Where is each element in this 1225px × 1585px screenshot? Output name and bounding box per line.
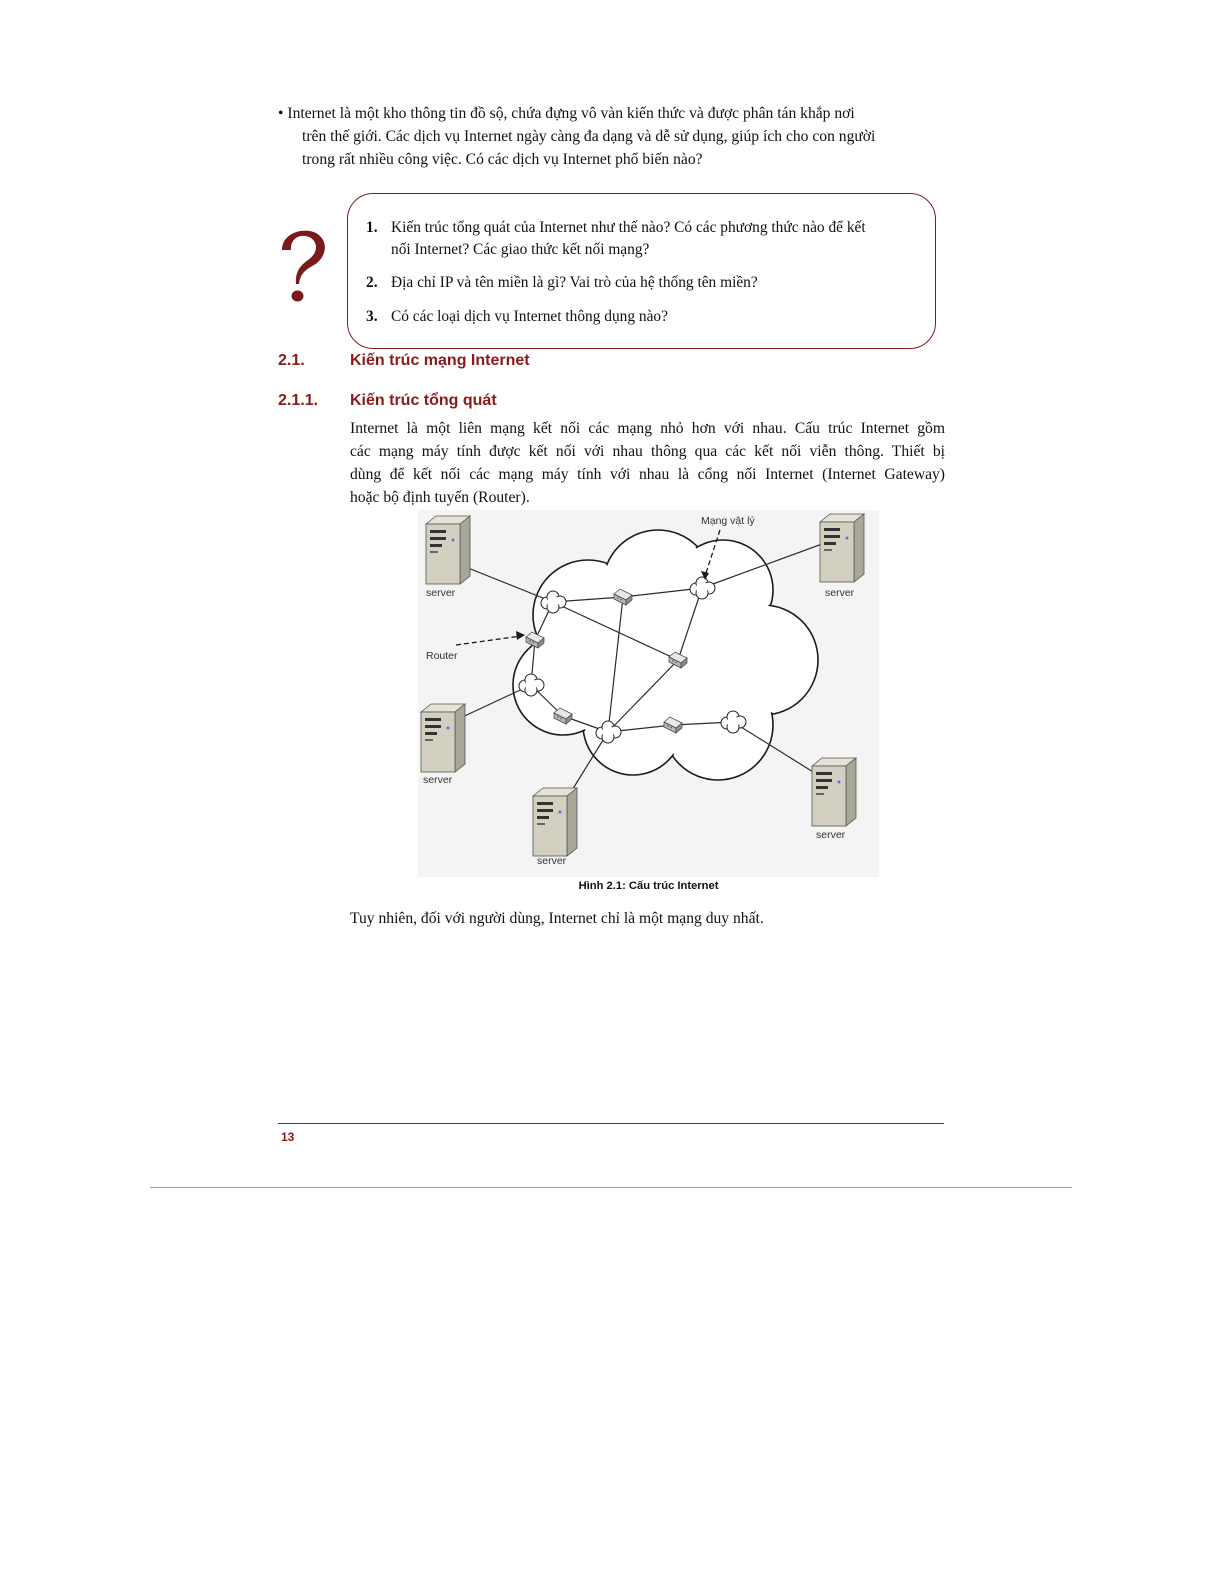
label-physical-network: Mạng vật lý [701,515,755,527]
footer-divider [278,1123,944,1124]
bullet: • [278,105,284,122]
figure-caption: Hình 2.1: Cấu trúc Internet [578,880,719,892]
subsection-title: Kiến trúc tổng quát [350,392,497,409]
question-item-2: 2. Địa chỉ IP và tên miền là gì? Vai trò của hệ thống tên miền? [366,274,758,291]
server-icon [533,788,577,856]
question-box [347,193,936,349]
question-mark-icon [275,224,331,308]
subsection-number: 2.1.1. [278,392,319,409]
after-figure-text: Tuy nhiên, đối với người dùng, Internet chỉ là một mạng duy nhất. [350,910,764,927]
intro-paragraph [278,102,946,171]
section-number: 2.1. [278,352,305,369]
intro-line-1: Internet là một kho thông tin đồ sộ, chứa đựng vô vàn kiến thức và được phân tán khắp nơi [287,105,855,122]
page-separator [150,1187,1072,1188]
label-router: Router [426,650,458,662]
question-item-3: 3. Có các loại dịch vụ Internet thông dụng nào? [366,308,668,325]
paragraph-line-1: Internet là một liên mạng kết nối các mạng nhỏ hơn với nhau. Cấu trúc Internet gồm [350,420,945,437]
label-server-top-left: server [426,587,456,599]
paragraph-line-2: các mạng máy tính được kết nối với nhau thông qua các kết nối viễn thông. Thiết bị [350,443,945,460]
section-title: Kiến trúc mạng Internet [350,352,530,369]
question-item-1: 1. Kiến trúc tổng quát của Internet như thế nào? Có các phương thức nào để kết nối Internet? Các giao thức kết nối mạng? [366,219,866,258]
server-icon [421,704,465,772]
body-paragraph [350,417,945,509]
server-icon [426,516,470,584]
label-server-bottom: server [537,855,567,867]
label-server-bottom-right: server [816,829,846,841]
label-server-top-right: server [825,587,855,599]
label-server-mid-left: server [423,774,453,786]
paragraph-line-4: hoặc bộ định tuyến (Router). [350,489,530,506]
server-icon [812,758,856,826]
intro-line-2: trên thế giới. Các dịch vụ Internet ngày càng đa dạng và dễ sử dụng, giúp ích cho con người [302,128,876,145]
paragraph-line-3: dùng để kết nối các mạng máy tính với nhau là cổng nối Internet (Internet Gateway) [350,466,945,483]
page-number: 13 [281,1130,295,1144]
internet-architecture-figure [418,510,879,877]
server-icon [820,514,864,582]
intro-line-3: trong rất nhiều công việc. Có các dịch vụ Internet phổ biến nào? [302,151,703,168]
